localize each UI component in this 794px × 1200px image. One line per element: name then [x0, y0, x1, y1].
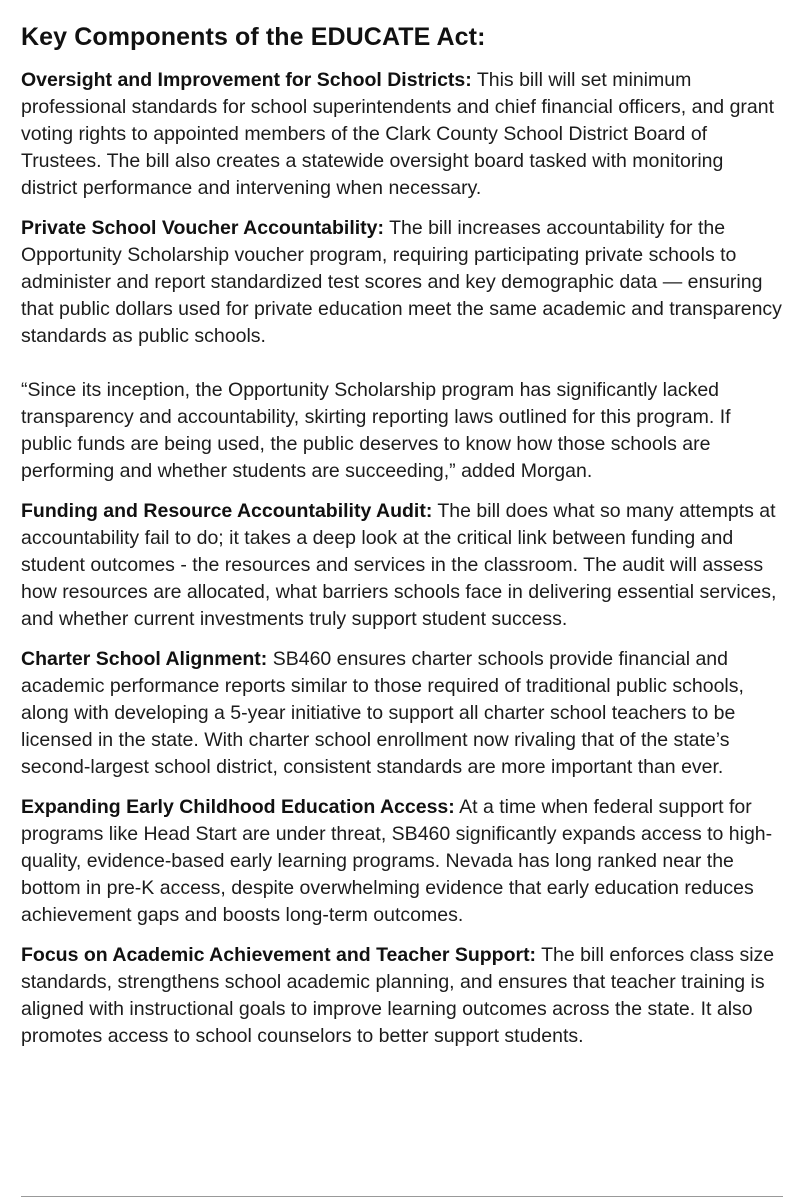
paragraph-title: Focus on Academic Achievement and Teacher Support:: [21, 944, 537, 966]
paragraph-text: The bill enforces class size standards, strengthens school academic planning, and ensures that teacher training is aligned with instructional goals to improve learning outcomes across the state. It also promotes access to school counselors to better support students.: [21, 944, 775, 1047]
paragraph-text: SB460 ensures charter schools provide financial and academic performance reports similar to those required of traditional public schools, along with developing a 5-year initiative to support all charter school teachers to be licensed in the state. With charter school enrollment now rivaling that of the state’s second-largest school district, consistent standards are more important than ever.: [21, 648, 744, 778]
paragraph-text: The bill does what so many attempts at accountability fail to do; it takes a deep look at the critical link between funding and student outcomes - the resources and services in the classroom. The audit will assess how resources are allocated, what barriers schools face in delivering essential services, and whether current investments truly support student success.: [21, 500, 777, 630]
paragraph-title: Private School Voucher Accountability:: [21, 217, 384, 239]
paragraph-text: The bill increases accountability for the Opportunity Scholarship voucher program, requiring participating private schools to administer and report standardized test scores and key demographic data — ensuring that public dollars used for private education meet the same academic and transparency standards as public schools.: [21, 217, 782, 347]
paragraph-title: Expanding Early Childhood Education Access:: [21, 796, 455, 818]
paragraph-charter-alignment: [21, 646, 783, 781]
section-heading: Key Components of the EDUCATE Act:: [21, 23, 486, 51]
paragraph-oversight: [21, 67, 783, 202]
paragraph-title: Funding and Resource Accountability Audit:: [21, 500, 433, 522]
paragraph-early-childhood: [21, 794, 783, 929]
article-body: [21, 20, 783, 1063]
paragraph-funding-audit: [21, 498, 783, 633]
bottom-divider: [21, 1196, 783, 1197]
paragraph-text: This bill will set minimum professional standards for school superintendents and chief financial officers, and grant voting rights to appointed members of the Clark County School District Board of Trustees. The bill also creates a statewide oversight board tasked with monitoring district performance and intervening when necessary.: [21, 69, 775, 199]
paragraph-voucher-accountability: [21, 215, 783, 350]
paragraph-title: Charter School Alignment:: [21, 648, 268, 670]
quote-paragraph: “Since its inception, the Opportunity Scholarship program has significantly lacked transparency and accountability, skirting reporting laws outlined for this program. If public funds are being used, the public deserves to know how those schools are performing and whether students are succeeding,” added Morgan.: [21, 379, 731, 482]
paragraph-title: Oversight and Improvement for School Districts:: [21, 69, 472, 91]
paragraph-academic-achievement: [21, 942, 783, 1050]
paragraph-text: At a time when federal support for programs like Head Start are under threat, SB460 significantly expands access to high-quality, evidence-based early learning programs. Nevada has long ranked near the bottom in pre-K access, despite overwhelming evidence that early education reduces achievement gaps and boosts long-term outcomes.: [21, 796, 773, 926]
